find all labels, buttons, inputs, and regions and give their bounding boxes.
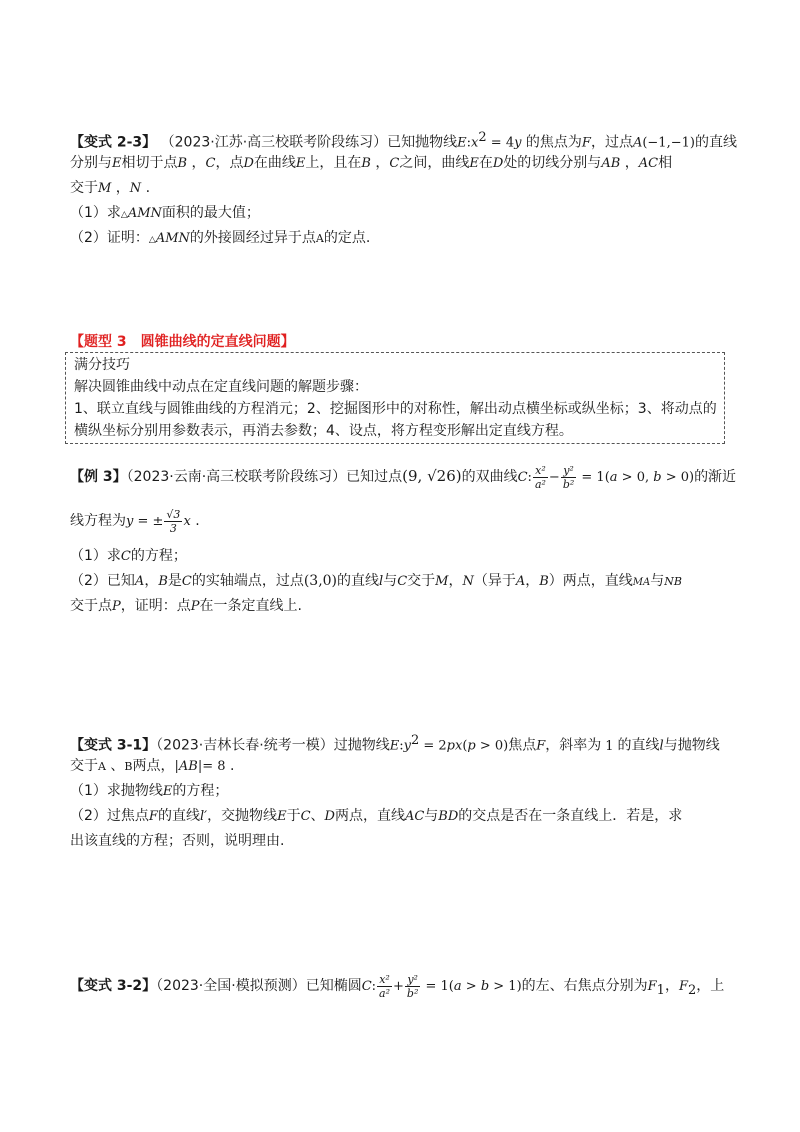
question-text: 在一条定直线上.: [199, 598, 302, 614]
math-fraction: $\frac{\text{x²}}{\text{a²}}$: [379, 972, 391, 1000]
math: A: [632, 135, 643, 151]
problem-text: （2023·吉林长春·统考一模）过抛物线: [156, 737, 390, 754]
question-text: 的外接圆经过异于点: [189, 230, 316, 246]
variant-2-3-q2: （2）证明：△AMN的外接圆经过异于点A的定点.: [70, 230, 371, 246]
question-text: 与: [424, 808, 439, 824]
problem-text: 的左、右焦点分别为: [521, 978, 648, 994]
variant-2-3-line-3: 交于M ，N .: [70, 180, 151, 196]
question-text: 两点，直线: [334, 808, 405, 824]
problem-text: 的双曲线: [461, 469, 518, 485]
problem-text: 交于: [70, 758, 98, 774]
problem-text: 线方程为: [70, 513, 126, 529]
problem-text: 的直线: [617, 737, 660, 754]
math: B: [361, 156, 371, 171]
math: M: [98, 181, 112, 196]
problem-text: （2023·江苏·高三校联考阶段练习）已知抛物线: [160, 134, 458, 151]
problem-text: ，过点: [590, 134, 633, 151]
problem-text: ，点: [215, 155, 244, 171]
math: C: [205, 156, 216, 171]
variant-3-1-line-1: 【变式 3-1】（2023·吉林长春·统考一模）过抛物线$E:y^2 = 2px(p > 0)$焦点F，斜率为 1 的直线l与抛物线: [70, 733, 720, 754]
question-text: 于: [286, 808, 301, 824]
math: y: [514, 135, 522, 151]
question-text: 交于点: [70, 598, 112, 614]
math-fraction: $\frac{\text{y²}}{\text{b²}}$: [562, 463, 575, 491]
question-text: 的方程；: [130, 548, 187, 564]
math: B: [177, 156, 188, 171]
problem-text: 在曲线: [253, 155, 296, 171]
question-text: 的方程；: [172, 783, 229, 799]
problem-text: 在: [478, 155, 493, 171]
problem-text: 的渐近: [694, 469, 737, 485]
question-text: 的直线: [337, 573, 380, 589]
variant-2-3-q1: （1）求△AMN面积的最大值；: [70, 205, 260, 221]
problem-text: 的焦点为: [525, 134, 582, 151]
problem-text: 交于: [70, 180, 98, 196]
variant-3-1-q2: （2）过焦点F的直线l′，交抛物线E于C、D两点，直线AC与BD的交点是否在一条直线上．若是，求: [70, 808, 683, 824]
math: x: [471, 135, 479, 151]
example-3-q2: （2）已知A，B是C的实轴端点，过点(3,0)的直线l与C交于M，N（异于A，B）两点，直线MA与NB: [70, 573, 682, 589]
math-fraction: $\frac{\text{y²}}{\text{b²}}$: [406, 972, 419, 1000]
question-text: （异于: [473, 573, 516, 589]
variant-3-1-line-2: 交于A 、B两点，|AB|= 8 .: [70, 758, 235, 774]
question-text: （2）证明：: [70, 230, 149, 246]
example-3-q3: 交于点P，证明：点P在一条定直线上.: [70, 598, 302, 614]
example-3-line-1: 【例 3】（2023·云南·高三校联考阶段练习）已知过点(9, √26)的双曲线C: $\frac{\text{x²}}{\text{a²}}$ − $\frac{\text{y²}}{\text{b²}}$ = 1(a > 0, b > 0)的渐近: [70, 463, 737, 491]
question-text: 与: [383, 573, 398, 589]
math: C: [517, 470, 528, 485]
math: C: [389, 156, 400, 171]
math: = 4: [486, 135, 515, 151]
tips-title: 满分技巧: [74, 357, 130, 373]
question-text: （2）过焦点: [70, 808, 149, 824]
math-fraction: $\frac{√3}{3}$: [166, 507, 181, 535]
question-text: ，交抛物线: [207, 808, 278, 824]
question-text: 交于: [407, 573, 436, 589]
question-text: 与: [650, 573, 665, 589]
math: (−1,−1): [642, 135, 695, 151]
tips-line: 横纵坐标分别用参数表示，再消去参数；4、设点，将方程变形解出定直线方程。: [74, 423, 573, 439]
problem-text: ，上: [696, 978, 725, 994]
variant-2-3-line-1: 【变式 2-3】 （2023·江苏·高三校联考阶段练习）已知抛物线$E:x^2 = 4y$ 的焦点为F，过点A(−1,−1)的直线: [70, 130, 737, 151]
math: AMN: [127, 206, 162, 221]
problem-text: 的直线: [694, 134, 737, 151]
question-text: ）两点，直线: [548, 573, 633, 589]
problem-text: 分别与: [70, 155, 112, 171]
question-text: （2）已知: [70, 573, 135, 589]
math: N: [129, 181, 142, 196]
variant-3-1-q3: [70, 831, 284, 851]
question-text: 出该直线的方程；否则，说明理由.: [70, 833, 285, 849]
question-text: 是: [167, 573, 182, 589]
math: F: [581, 135, 591, 151]
section-title: 【题型 3 圆锥曲线的定直线问题】: [70, 334, 295, 350]
example-tag: 【例 3】: [70, 469, 127, 485]
example-3-line-2: 线方程为y = ± $\frac{√3}{3}$ x .: [70, 507, 200, 535]
math-fraction: $\frac{\text{x²}}{\text{a²}}$: [534, 463, 546, 491]
tips-line: 解决圆锥曲线中动点在定直线问题的解题步骤：: [74, 379, 368, 395]
problem-text: 处的切线分别与: [503, 155, 602, 171]
problem-text: 两点，: [132, 758, 175, 774]
math: :: [466, 135, 472, 151]
problem-text: ，斜率为: [545, 737, 602, 754]
variant-tag: 【变式 3-1】: [70, 737, 157, 754]
problem-text: 相: [658, 155, 673, 171]
tips-box: [65, 352, 725, 444]
problem-text: （2023·全国·模拟预测）已知椭圆: [156, 978, 362, 994]
question-text: 的实轴端点，过点: [191, 573, 304, 589]
problem-text: 与抛物线: [663, 737, 720, 754]
math: AC: [638, 156, 659, 171]
variant-tag: 【变式 3-2】: [70, 978, 157, 994]
math: D: [243, 156, 254, 171]
math: E: [295, 156, 306, 171]
question-text: （1）求: [70, 548, 121, 564]
question-text: 的交点是否在一条直线上．若是，求: [458, 808, 683, 824]
math: AMN: [155, 231, 190, 246]
tips-line: 1、联立直线与圆锥曲线的方程消元；2、挖掘图形中的对称性，解出动点横坐标或纵坐标；3、将动点的: [74, 401, 717, 417]
variant-3-1-q1: （1）求抛物线E的方程；: [70, 783, 229, 799]
math: D: [492, 156, 504, 171]
problem-text: （2023·云南·高三校联考阶段练习）已知过点: [126, 469, 403, 485]
question-text: 的定点.: [323, 230, 371, 246]
problem-text: 焦点: [508, 737, 537, 754]
variant-2-3-line-2: 分别与E相切于点B ，C，点D在曲线E上，且在B ，C之间，曲线E在D处的切线分别与AB ，AC相: [70, 155, 673, 171]
math: C: [120, 549, 131, 564]
math: (9, √26): [402, 467, 462, 485]
variant-tag: 【变式 2-3】: [70, 134, 157, 151]
math: E: [112, 156, 122, 171]
math: AB: [601, 156, 621, 171]
question-text: 的直线: [157, 808, 200, 824]
variant-3-2-line-1: 【变式 3-2】（2023·全国·模拟预测）已知椭圆C: $\frac{\text{x²}}{\text{a²}}$ + $\frac{\text{y²}}{\text{b²}}$ = 1(a > b > 1)的左、右焦点分别为$F_1$，$F_2$，上: [70, 972, 725, 1000]
math: E: [469, 156, 479, 171]
question-text: 面积的最大值；: [161, 205, 260, 221]
question-text: ，证明：点: [120, 598, 191, 614]
problem-text: 相切于点: [121, 155, 178, 171]
example-3-q1: [70, 546, 187, 567]
question-text: （1）求抛物线: [70, 783, 163, 799]
math: A: [315, 232, 324, 245]
problem-text: 上，且在: [305, 155, 362, 171]
math: E: [457, 135, 467, 151]
question-text: （1）求: [70, 205, 121, 221]
math: y: [126, 514, 134, 529]
